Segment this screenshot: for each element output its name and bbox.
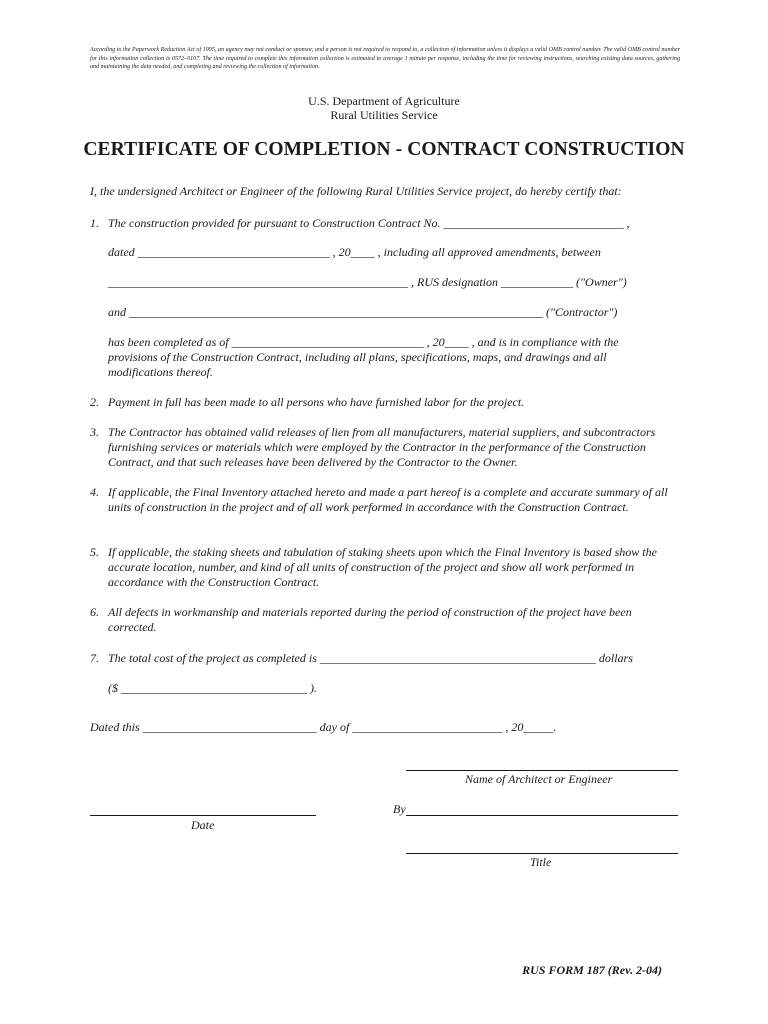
item-1-contract-line[interactable]: The construction provided for pursuant to Construction Contract No. ______________________________ , [108,216,630,230]
item-3-text: The Contractor has obtained valid releases of lien from all manufacturers, material suppliers, and subcontractors furnishing services or materials which were employed by the Contractor in the performance of the Construction Contract, and that such releases have been delivered by the Contractor to the Owner. [108,425,656,469]
page-title: CERTIFICATE OF COMPLETION - CONTRACT CONSTRUCTION [83,139,685,160]
architect-signature-line[interactable] [406,770,678,771]
by-label: By [393,802,406,816]
title-signature-line[interactable] [406,853,678,854]
item-1-dated-line[interactable]: dated ________________________________ , 20____ , including all approved amendments, between [108,245,601,259]
date-signature-line[interactable] [90,815,316,816]
item-1-completed-line[interactable]: has been completed as of ________________________________ , 20____ , and is in compliance with the [108,335,619,349]
item-2-number: 2. [90,395,99,409]
paperwork-reduction-notice: According to the Paperwork Reduction Act of 1995, an agency may not conduct or sponsor, and a person is not required to respond to, a collection of information unless it displays a valid OMB control number. The valid OMB control number for this information collection is 0572–0107. The time required to complete this information collection is estimated to average 1 minute per response, including the time for reviewing instructions, searching existing data sources, gathering and maintaining the data needed, and completing and reviewing the collection of information. [90,47,680,71]
item-4-number: 4. [90,485,99,499]
item-1-contractor-line[interactable]: and _____________________________________________________________________ ("Contractor") [108,305,618,319]
item-1-provisions-line: provisions of the Construction Contract, including all plans, specifications, maps, and drawings and all [108,350,607,364]
item-7-number: 7. [90,651,99,665]
item-6-number: 6. [90,605,99,619]
item-6-text: All defects in workmanship and materials reported during the period of construction of the project have been corrected. [108,605,632,634]
item-1-number: 1. [90,216,99,230]
form-number: RUS FORM 187 (Rev. 2-04) [522,963,662,977]
item-2-text: Payment in full has been made to all persons who have furnished labor for the project. [108,395,525,409]
intro-statement: I, the undersigned Architect or Engineer of the following Rural Utilities Service project, do hereby certify that: [90,184,622,198]
architect-name-label: Name of Architect or Engineer [465,772,613,786]
title-label: Title [530,855,552,869]
item-7-amount-line[interactable]: ($ _______________________________ ). [108,681,317,695]
dated-this-line[interactable]: Dated this _____________________________ day of _________________________ , 20_____. [90,720,557,734]
service-name: Rural Utilities Service [330,108,438,122]
date-label: Date [191,818,215,832]
by-signature-line[interactable] [406,815,678,816]
item-4-text: If applicable, the Final Inventory attached hereto and made a part hereof is a complete and accurate summary of all units of construction in the project and of all work performed in accordance with the Construction Contract. [108,485,668,514]
item-1-modifications-line: modifications thereof. [108,365,213,379]
item-5-text: If applicable, the staking sheets and tabulation of staking sheets upon which the Final Inventory is based show the accurate location, number, and kind of all units of construction of the project and show all work performed in accordance with the Construction Contract. [108,545,657,589]
item-3-number: 3. [90,425,99,439]
item-1-owner-line[interactable]: __________________________________________________ , RUS designation ____________ ("Owner") [108,275,627,289]
department-name: U.S. Department of Agriculture [308,94,460,108]
item-5-number: 5. [90,545,99,559]
item-7-total-cost-line[interactable]: The total cost of the project as completed is ______________________________________________ dollars [108,651,633,665]
